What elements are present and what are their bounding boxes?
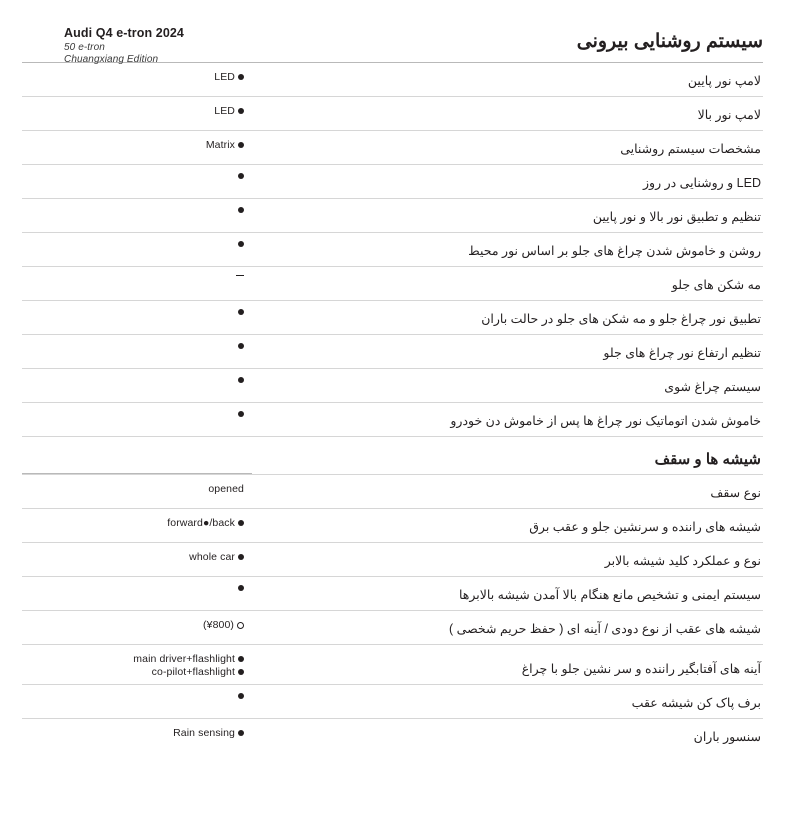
filled-dot-icon <box>238 377 244 383</box>
table-row <box>22 684 763 718</box>
filled-dot-icon <box>238 520 244 526</box>
filled-dot-icon <box>238 309 244 315</box>
row-feature-label: لامپ نور بالا <box>697 108 761 123</box>
value-text: LED <box>214 71 235 83</box>
row-feature-label: LED و روشنایی در روز <box>643 176 761 191</box>
table-row <box>22 368 763 402</box>
value-line <box>208 483 244 495</box>
row-value <box>22 267 252 300</box>
value-text: co-pilot+flashlight <box>151 666 235 678</box>
table-row <box>22 334 763 368</box>
filled-dot-icon <box>238 585 244 591</box>
value-line <box>238 241 244 247</box>
value-line <box>206 139 244 151</box>
value-line <box>238 377 244 383</box>
filled-dot-icon <box>238 142 244 148</box>
row-feature-label: خاموش شدن اتوماتیک نور چراغ ها پس از خاموش دن خودرو <box>450 414 761 429</box>
table-row <box>22 610 763 644</box>
value-text: Matrix <box>205 139 235 151</box>
section-rule <box>22 473 252 474</box>
row-value <box>22 97 252 130</box>
row-value <box>22 403 252 436</box>
row-feature-label: تنظیم و تطبیق نور بالا و نور پایین <box>592 210 761 225</box>
row-feature-label: نوع سقف <box>710 486 761 501</box>
row-feature-label: سنسور باران <box>693 730 761 745</box>
row-value <box>22 165 252 198</box>
filled-dot-icon <box>238 343 244 349</box>
value-line <box>238 693 244 699</box>
row-value <box>22 509 252 542</box>
open-circle-icon <box>237 622 244 629</box>
table-row <box>22 62 763 96</box>
table-row <box>22 474 763 508</box>
filled-dot-icon <box>238 730 244 736</box>
filled-dot-icon <box>238 656 244 662</box>
filled-dot-icon <box>238 108 244 114</box>
row-value <box>22 543 252 576</box>
value-line <box>238 173 244 179</box>
value-line <box>214 71 244 83</box>
row-feature-label: تطبیق نور چراغ جلو و مه شکن های جلو در حالت باران <box>481 312 761 327</box>
value-text: Rain sensing <box>173 727 235 739</box>
dash-icon <box>236 275 244 276</box>
row-value <box>22 611 252 644</box>
section-title: شیشه ها و سقف <box>654 451 761 468</box>
filled-dot-icon <box>238 173 244 179</box>
row-feature-label: روشن و خاموش شدن چراغ های جلو بر اساس نور محیط <box>468 244 761 259</box>
row-value <box>22 63 252 96</box>
filled-dot-icon <box>238 693 244 699</box>
value-line <box>152 666 244 678</box>
model-info <box>22 26 184 67</box>
table-row <box>22 198 763 232</box>
model-name: Audi Q4 e-tron 2024 <box>64 26 184 40</box>
row-feature-label: سیستم ایمنی و تشخیص مانع هنگام بالا آمدن شیشه بالابرها <box>458 588 761 603</box>
table-row <box>22 508 763 542</box>
value-text: whole car <box>189 551 235 563</box>
value-line <box>238 207 244 213</box>
filled-dot-icon <box>238 554 244 560</box>
row-feature-label: آینه های آفتابگیر راننده و سر نشین جلو با چراغ <box>521 662 761 677</box>
row-feature-label: لامپ نور پایین <box>687 74 761 89</box>
page-header <box>22 0 763 66</box>
value-line <box>203 619 244 631</box>
table-row <box>22 644 763 684</box>
row-value <box>22 719 252 752</box>
row-feature-label: برف پاک کن شیشه عقب <box>631 696 761 711</box>
value-text: main driver+flashlight <box>133 653 235 665</box>
table-row <box>22 718 763 752</box>
row-feature-label: مشخصات سیستم روشنایی <box>620 142 761 157</box>
filled-dot-icon <box>238 669 244 675</box>
row-feature-label: شیشه های عقب از نوع دودی / آینه ای ( حفظ حریم شخصی ) <box>449 622 761 637</box>
value-line <box>214 105 244 117</box>
value-line <box>238 585 244 591</box>
row-value <box>22 685 252 718</box>
table-row <box>22 232 763 266</box>
table-row <box>22 266 763 300</box>
row-feature-label: تنظیم ارتفاع نور چراغ های جلو <box>603 346 761 361</box>
row-value <box>22 301 252 334</box>
table-row <box>22 130 763 164</box>
value-line <box>238 309 244 315</box>
lighting-spec-table <box>22 62 763 752</box>
table-row <box>22 300 763 334</box>
filled-dot-icon <box>238 207 244 213</box>
table-row <box>22 164 763 198</box>
model-trim: 50 e-tron <box>64 41 105 53</box>
row-feature-label: مه شکن های جلو <box>671 278 761 293</box>
value-line <box>189 551 244 563</box>
row-value <box>22 199 252 232</box>
row-value <box>22 335 252 368</box>
value-text: opened <box>208 483 244 495</box>
row-value <box>22 369 252 402</box>
row-feature-label: شیشه های راننده و سرنشین جلو و عقب برق <box>529 520 761 535</box>
model-edition: Chuangxiang Edition <box>64 54 159 66</box>
value-text: LED <box>214 105 235 117</box>
table-row <box>22 96 763 130</box>
page-title: سیستم روشنایی بیرونی <box>576 31 763 52</box>
table-row <box>22 402 763 436</box>
table-row <box>22 576 763 610</box>
value-line <box>238 343 244 349</box>
value-line <box>173 727 244 739</box>
table-row <box>22 542 763 576</box>
filled-dot-icon <box>238 241 244 247</box>
section-header-glass-roof <box>22 436 763 474</box>
row-value <box>22 577 252 610</box>
value-line <box>238 411 244 417</box>
row-feature-label: نوع و عملکرد کلید شیشه بالابر <box>604 554 761 569</box>
value-line <box>236 275 244 279</box>
value-text: forward●/back <box>167 517 235 529</box>
row-feature-label: سیستم چراغ شوی <box>664 380 761 395</box>
filled-dot-icon <box>238 411 244 417</box>
row-value <box>22 645 252 684</box>
row-value <box>22 233 252 266</box>
value-line <box>167 517 244 529</box>
value-text: (¥800) <box>203 619 234 631</box>
value-line <box>133 653 244 665</box>
row-value <box>22 131 252 164</box>
filled-dot-icon <box>238 74 244 80</box>
row-value <box>22 475 252 508</box>
